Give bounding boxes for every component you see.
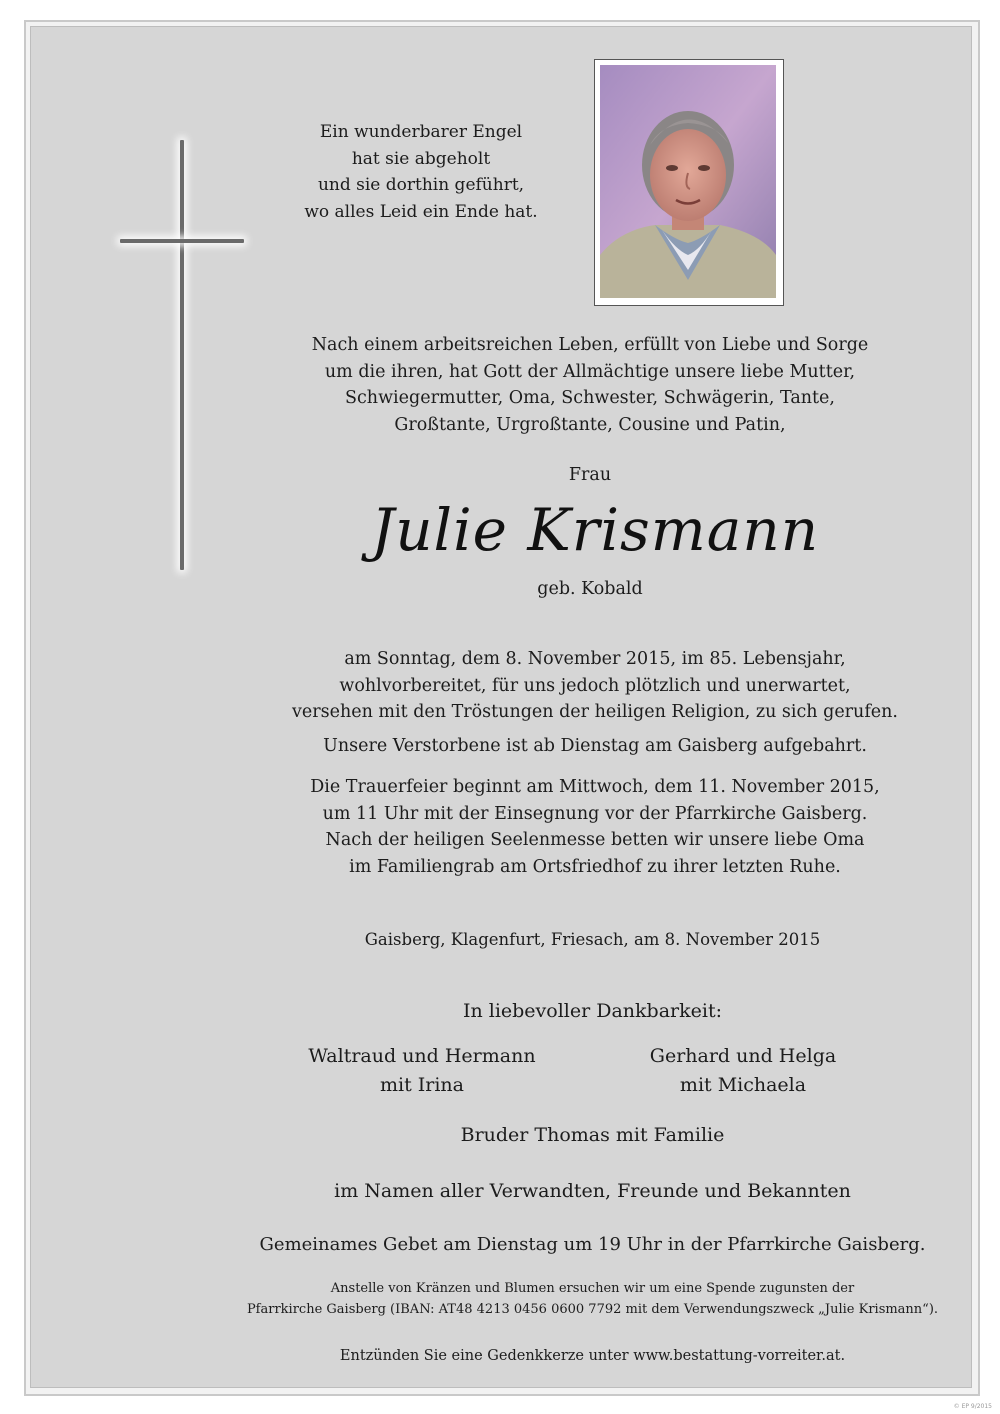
family-line: mit Irina bbox=[380, 1074, 464, 1096]
prayer-notice: Gemeinames Gebet am Dienstag um 19 Uhr in der Pfarrkirche Gaisberg. bbox=[259, 1234, 926, 1255]
place-date: Gaisberg, Klagenfurt, Friesach, am 8. November 2015 bbox=[364, 930, 821, 949]
cross-icon bbox=[180, 140, 184, 570]
donation-notice bbox=[200, 1279, 985, 1320]
family-group-left bbox=[272, 1042, 572, 1100]
intro-line: Nach einem arbeitsreichen Leben, erfüllt von Liebe und Sorge bbox=[311, 335, 869, 355]
death-line: versehen mit den Tröstungen der heiligen Religion, zu sich gerufen. bbox=[292, 702, 898, 722]
intro-line: um die ihren, hat Gott der Allmächtige unsere liebe Mutter, bbox=[324, 361, 856, 382]
laid-out-notice: Unsere Verstorbene ist ab Dienstag am Gaisberg aufgebahrt. bbox=[323, 736, 867, 756]
family-line: mit Michaela bbox=[679, 1074, 807, 1096]
family-line: Gerhard und Helga bbox=[649, 1045, 837, 1067]
death-line: wohlvorbereitet, für uns jedoch plötzlich und unerwartet, bbox=[339, 675, 851, 696]
funeral-line: Die Trauerfeier beginnt am Mittwoch, dem 11. November 2015, bbox=[310, 777, 880, 797]
verse-line: und sie dorthin geführt, bbox=[317, 175, 525, 195]
funeral-line: um 11 Uhr mit der Einsegnung vor der Pfarrkirche Gaisberg. bbox=[322, 803, 868, 824]
thanks-heading: In liebevoller Dankbarkeit: bbox=[462, 1000, 723, 1022]
funeral-paragraph bbox=[250, 774, 940, 880]
salutation: Frau bbox=[568, 465, 612, 485]
intro-line: Großtante, Urgroßtante, Cousine und Patin, bbox=[394, 414, 786, 435]
funeral-line: im Familiengrab am Ortsfriedhof zu ihrer letzten Ruhe. bbox=[349, 856, 841, 877]
verse-line: hat sie abgeholt bbox=[351, 148, 491, 169]
portrait-illustration bbox=[600, 65, 776, 298]
verse bbox=[276, 119, 566, 225]
donation-line: Anstelle von Kränzen und Blumen ersuchen wir um eine Spende zugunsten der bbox=[330, 1281, 855, 1296]
intro-line: Schwiegermutter, Oma, Schwester, Schwägerin, Tante, bbox=[345, 388, 835, 408]
intro-paragraph bbox=[270, 332, 910, 438]
brother-line: Bruder Thomas mit Familie bbox=[460, 1124, 725, 1146]
family-group-right bbox=[593, 1042, 893, 1100]
maiden-name: geb. Kobald bbox=[537, 579, 643, 599]
death-paragraph bbox=[250, 646, 940, 726]
deceased-name: Julie Krismann bbox=[370, 496, 820, 564]
donation-line: Pfarrkirche Gaisberg (IBAN: AT48 4213 0456 0600 7792 mit dem Verwendungszweck „Julie Krismann“). bbox=[246, 1301, 939, 1317]
funeral-line: Nach der heiligen Seelenmesse betten wir unsere liebe Oma bbox=[325, 830, 865, 850]
verse-line: wo alles Leid ein Ende hat. bbox=[304, 201, 538, 222]
copyright-mark: © EP 9/2015 bbox=[953, 1403, 992, 1410]
memorial-candle-link[interactable]: Entzünden Sie eine Gedenkkerze unter www.bestattung-vorreiter.at. bbox=[339, 1348, 846, 1364]
portrait-photo bbox=[600, 65, 776, 298]
cross-icon-bar bbox=[120, 239, 244, 243]
relatives-line: im Namen aller Verwandten, Freunde und Bekannten bbox=[334, 1180, 851, 1202]
family-line: Waltraud und Hermann bbox=[308, 1045, 536, 1067]
verse-line: Ein wunderbarer Engel bbox=[319, 122, 523, 142]
death-line: am Sonntag, dem 8. November 2015, im 85. Lebensjahr, bbox=[344, 649, 846, 669]
portrait-photo-frame bbox=[594, 59, 784, 306]
